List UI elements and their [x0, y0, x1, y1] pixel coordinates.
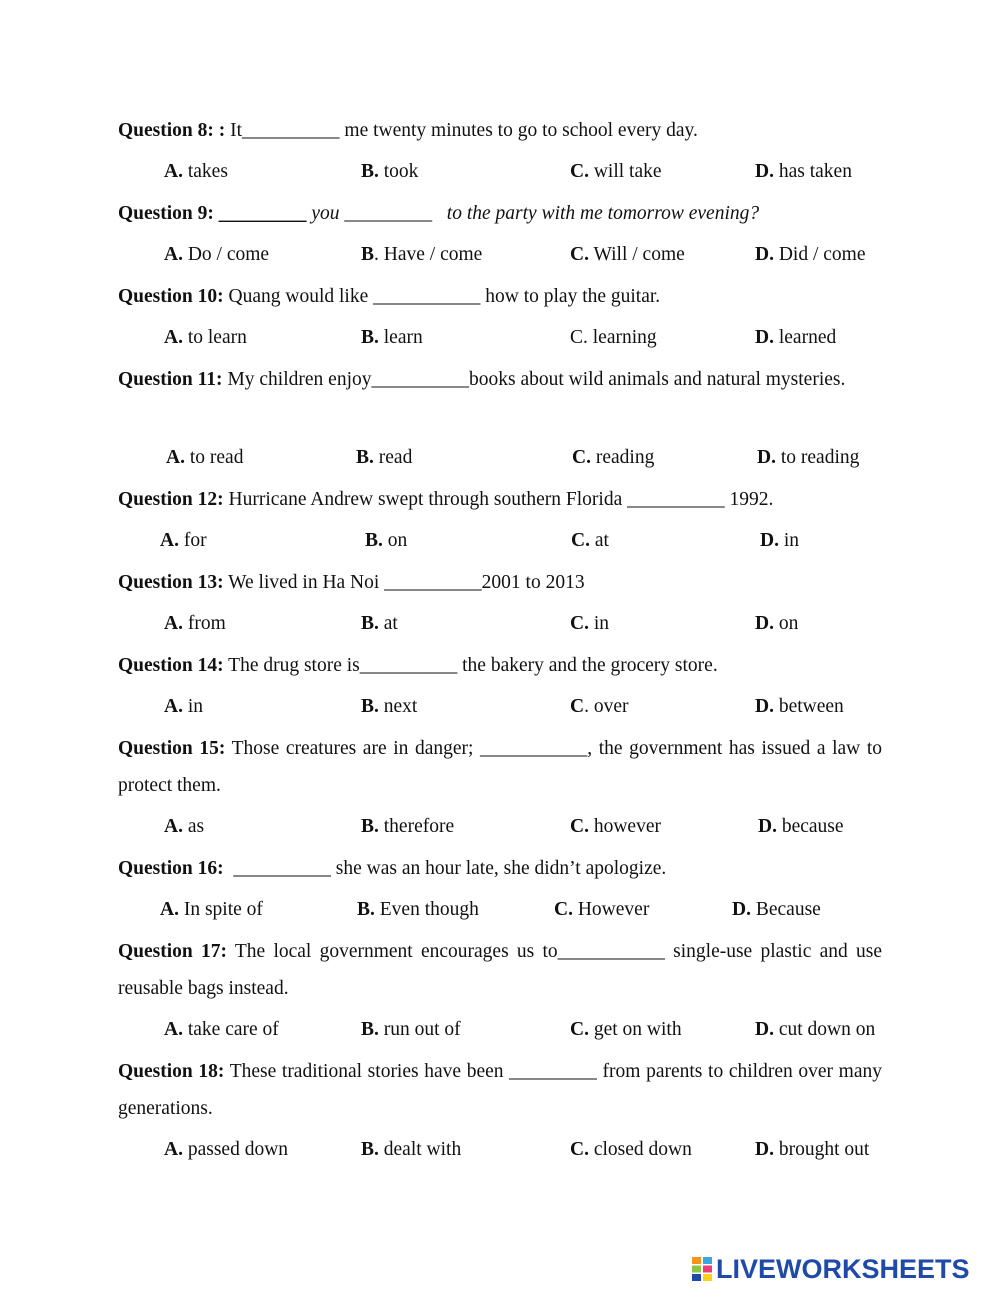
option-b[interactable]: B. therefore: [361, 816, 455, 837]
option-b[interactable]: B. Have / come: [361, 244, 483, 265]
option-b[interactable]: B. dealt with: [361, 1139, 462, 1160]
question-text: My children enjoy__________books about wild animals and natural mysteries.: [222, 369, 846, 390]
option-c[interactable]: C. learning: [570, 327, 657, 348]
question-text: The local government encourages us to___________ single-use plastic and use reusable bags instead.: [118, 941, 882, 999]
option-b[interactable]: B. on: [365, 530, 408, 551]
question-10: [118, 278, 882, 315]
question-blank: _________: [213, 203, 307, 224]
option-a[interactable]: A. passed down: [164, 1139, 289, 1160]
question-text: It__________ me twenty minutes to go to school every day.: [225, 120, 698, 141]
question-16: [118, 850, 882, 887]
option-a[interactable]: A. to learn: [164, 327, 247, 348]
option-b[interactable]: B. run out of: [361, 1019, 461, 1040]
option-c[interactable]: C. Will / come: [570, 244, 685, 265]
option-b[interactable]: B. next: [361, 696, 418, 717]
question-label: Question 12:: [118, 489, 224, 510]
option-c[interactable]: C. closed down: [570, 1139, 692, 1160]
option-d[interactable]: D. Did / come: [755, 244, 866, 265]
option-a[interactable]: A. In spite of: [160, 899, 263, 920]
brand-name: LIVEWORKSHEETS: [716, 1253, 970, 1284]
question-text: We lived in Ha Noi __________2001 to 2013: [223, 572, 585, 593]
option-c[interactable]: C. however: [570, 816, 661, 837]
liveworksheets-icon: [692, 1257, 712, 1281]
option-c[interactable]: C. get on with: [570, 1019, 682, 1040]
question-text: you _________ to the party with me tomorrow evening?: [306, 203, 760, 224]
option-c[interactable]: C. However: [554, 899, 650, 920]
option-d[interactable]: D. learned: [755, 327, 837, 348]
option-d[interactable]: D. brought out: [755, 1139, 870, 1160]
option-a[interactable]: A. for: [160, 530, 207, 551]
question-label: Question 17:: [118, 941, 227, 962]
option-b[interactable]: B. learn: [361, 327, 423, 348]
question-text: __________ she was an hour late, she didn’t apologize.: [223, 858, 667, 879]
option-d[interactable]: D. in: [760, 530, 800, 551]
option-d[interactable]: D. between: [755, 696, 844, 717]
question-text: Quang would like ___________ how to play the guitar.: [223, 286, 661, 307]
options-row-13: [0, 613, 1000, 637]
options-row-17: [0, 1019, 1000, 1043]
question-14: [118, 647, 882, 684]
question-11: [118, 361, 882, 398]
option-a[interactable]: A. Do / come: [164, 244, 270, 265]
question-label: Question 8: :: [118, 120, 226, 141]
question-8: [118, 112, 882, 149]
option-b[interactable]: B. took: [361, 161, 419, 182]
options-row-8: [0, 161, 1000, 185]
options-row-15: [0, 816, 1000, 840]
option-c[interactable]: C. at: [571, 530, 609, 551]
question-label: Question 11:: [118, 369, 223, 390]
option-a[interactable]: A. from: [164, 613, 226, 634]
question-12: [118, 481, 882, 518]
option-a[interactable]: A. to read: [166, 447, 244, 468]
question-label: Question 10:: [118, 286, 224, 307]
option-c[interactable]: C. over: [570, 696, 629, 717]
option-b[interactable]: B. at: [361, 613, 398, 634]
option-d[interactable]: D. has taken: [755, 161, 852, 182]
option-d[interactable]: D. cut down on: [755, 1019, 876, 1040]
options-row-12: [0, 530, 1000, 554]
option-d[interactable]: D. on: [755, 613, 799, 634]
option-b[interactable]: B. Even though: [357, 899, 479, 920]
options-row-14: [0, 696, 1000, 720]
option-d[interactable]: D. because: [758, 816, 844, 837]
question-label: Question 9:: [118, 203, 214, 224]
option-a[interactable]: A. takes: [164, 161, 228, 182]
option-a[interactable]: A. in: [164, 696, 204, 717]
liveworksheets-logo: [692, 1254, 970, 1284]
option-a[interactable]: A. take care of: [164, 1019, 279, 1040]
options-row-18: [0, 1139, 1000, 1163]
option-d[interactable]: D. Because: [732, 899, 821, 920]
option-a[interactable]: A. as: [164, 816, 205, 837]
question-text: Those creatures are in danger; ___________, the government has issued a law to protect them.: [118, 738, 882, 796]
question-label: Question 18:: [118, 1061, 225, 1082]
question-18: [118, 1053, 882, 1127]
options-row-9: [0, 244, 1000, 268]
question-9: [118, 195, 882, 232]
question-label: Question 16:: [118, 858, 224, 879]
options-row-16: [0, 899, 1000, 923]
question-text: The drug store is__________ the bakery and the grocery store.: [223, 655, 718, 676]
option-c[interactable]: C. reading: [572, 447, 655, 468]
question-text: These traditional stories have been _________ from parents to children over many generations.: [118, 1061, 882, 1119]
options-row-10: [0, 327, 1000, 351]
options-row-11: [0, 447, 1000, 471]
option-c[interactable]: C. in: [570, 613, 610, 634]
question-17: [118, 933, 882, 1007]
question-15: [118, 730, 882, 804]
question-text: Hurricane Andrew swept through southern Florida __________ 1992.: [223, 489, 774, 510]
question-label: Question 13:: [118, 572, 224, 593]
question-label: Question 14:: [118, 655, 224, 676]
option-b[interactable]: B. read: [356, 447, 413, 468]
question-13: [118, 564, 882, 601]
option-c[interactable]: C. will take: [570, 161, 662, 182]
question-label: Question 15:: [118, 738, 226, 759]
option-d[interactable]: D. to reading: [757, 447, 860, 468]
